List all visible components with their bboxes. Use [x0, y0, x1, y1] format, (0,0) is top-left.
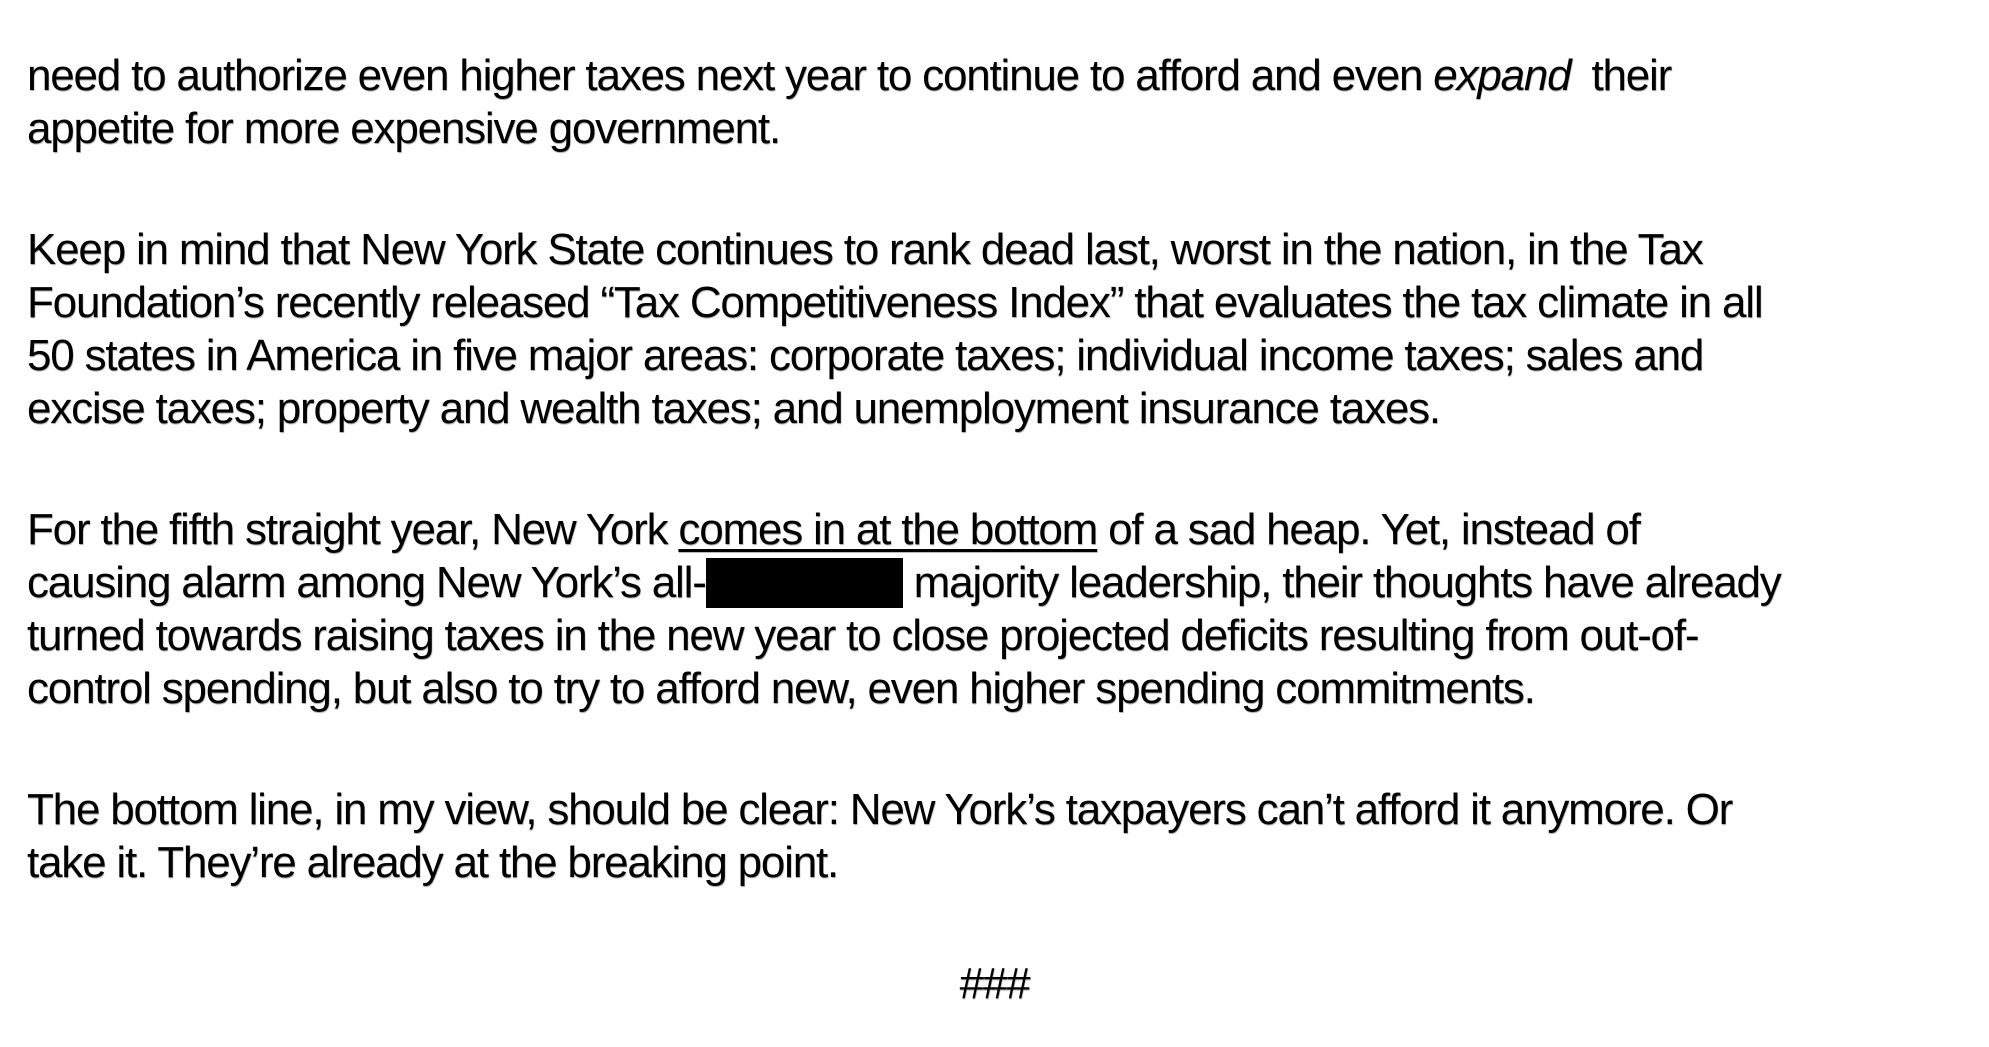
end-of-release-mark: ###	[959, 959, 1030, 1008]
paragraph-3	[27, 503, 1962, 715]
text-line: Foundation’s recently released “Tax Competitiveness Index” that evaluates the tax climate in all	[27, 278, 1763, 327]
text-line: control spending, but also to try to afford new, even higher spending commitments.	[27, 664, 1535, 713]
text-run: their	[1580, 51, 1672, 100]
text-run: need to authorize even higher taxes next year to continue to afford and even	[27, 51, 1434, 100]
text-line: The bottom line, in my view, should be clear: New York’s taxpayers can’t afford it anymore. Or	[27, 785, 1733, 834]
paragraph-4	[27, 783, 1962, 889]
text-line	[27, 49, 1962, 102]
redaction-box	[706, 558, 903, 608]
italic-text: expand	[1433, 51, 1571, 100]
paragraph-1	[27, 49, 1962, 155]
text-run: majority leadership, their thoughts have already	[902, 558, 1781, 607]
paragraph-2	[27, 223, 1962, 435]
underlined-text: comes in at the bottom	[678, 505, 1098, 554]
text-line: turned towards raising taxes in the new year to close projected deficits resulting from out-of-	[27, 611, 1699, 660]
text-line: appetite for more expensive government.	[27, 104, 780, 153]
text-run: of a sad heap. Yet, instead of	[1097, 505, 1640, 554]
text-run: causing alarm among New York’s all-	[27, 558, 706, 607]
text-line: take it. They’re already at the breaking point.	[27, 838, 839, 887]
text-run: For the fifth straight year, New York	[27, 505, 679, 554]
text-line: excise taxes; property and wealth taxes; and unemployment insurance taxes.	[27, 384, 1440, 433]
text-line: 50 states in America in five major areas: corporate taxes; individual income taxes; sales and	[27, 331, 1704, 380]
text-line: Keep in mind that New York State continues to rank dead last, worst in the nation, in the Tax	[27, 225, 1703, 274]
text-line	[27, 503, 1962, 556]
text-line	[27, 556, 1962, 609]
